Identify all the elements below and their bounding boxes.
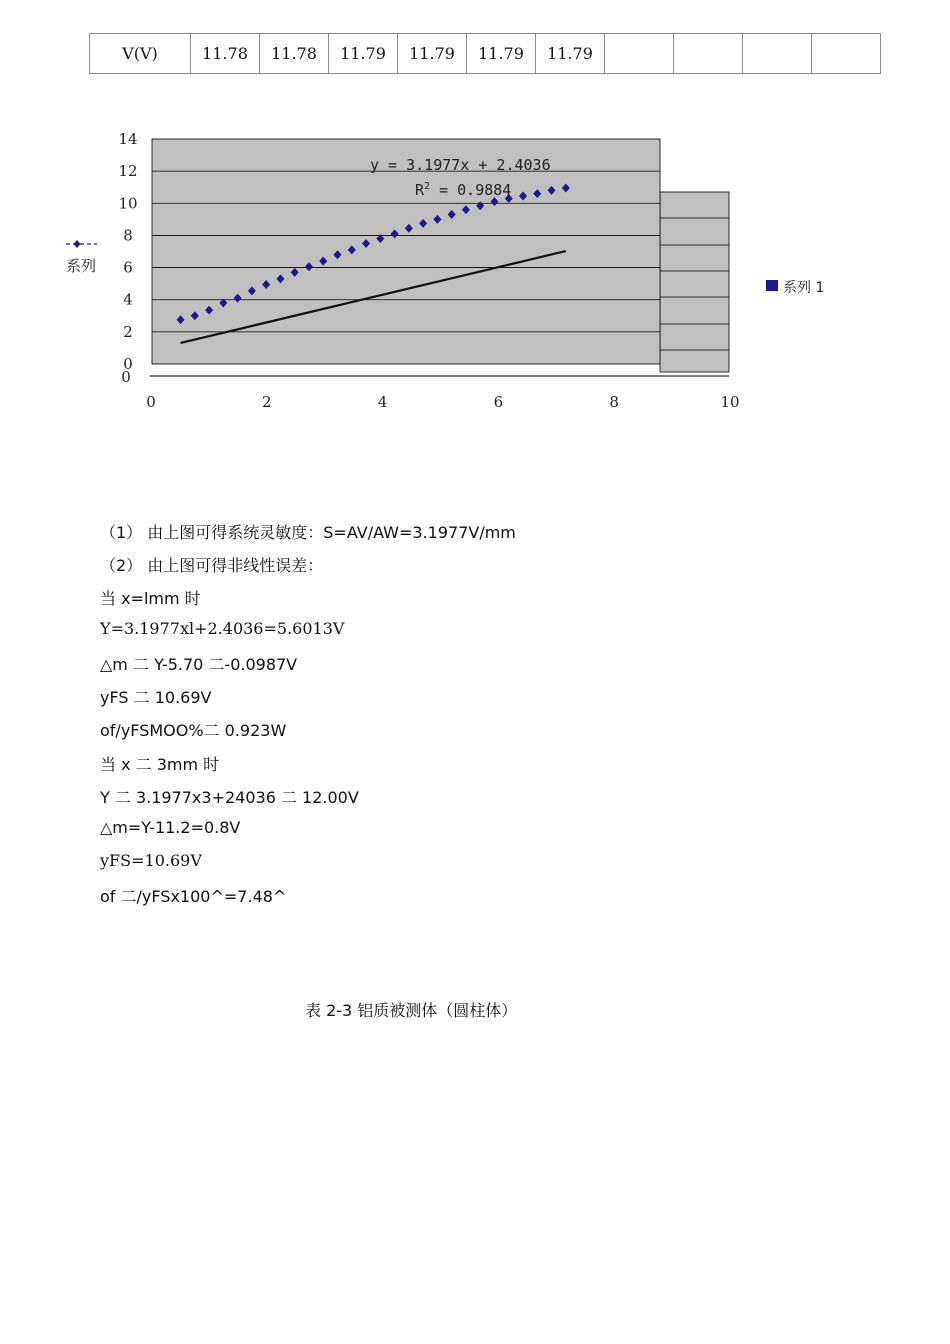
diamond-marker-icon: [74, 240, 81, 248]
voltage-table: [89, 33, 881, 74]
chart-secondary-panel: [660, 192, 729, 372]
y-tick-label: 14: [118, 130, 138, 148]
y-tick-label: 10: [118, 194, 138, 213]
x-tick-label: 2: [262, 393, 272, 411]
table-cell: [743, 34, 812, 74]
y-tick-label: 2: [123, 322, 133, 341]
table-cell: 11.79: [329, 34, 398, 74]
table-cell: [812, 34, 881, 74]
text-line: 当 x=lmm 时: [100, 589, 201, 608]
r-squared-value: = 0.9884: [430, 181, 512, 199]
right-legend: [766, 280, 824, 296]
table-cell: [605, 34, 674, 74]
text-line: Y=3.1977xl+2.4036=5.6013V: [100, 619, 345, 638]
x-tick-label: 10: [720, 393, 740, 411]
text-line: yFS 二 10.69V: [100, 688, 212, 707]
table-cell: 11.79: [467, 34, 536, 74]
table-row-label: V(V): [90, 34, 191, 74]
trendline-equation: y = 3.1977x + 2.4036: [370, 156, 551, 174]
text-line: △m=Y-11.2=0.8V: [100, 818, 241, 837]
legend-square-icon: [766, 280, 778, 291]
text-line: 当 x 二 3mm 时: [100, 755, 220, 774]
x-tick-label: 6: [493, 393, 504, 411]
table-cell: [674, 34, 743, 74]
text-line: △m 二 Y-5.70 二-0.0987V: [100, 655, 298, 674]
text-line: yFS=10.69V: [100, 851, 202, 870]
r-squared-superscript: 2: [424, 181, 431, 192]
scatter-chart: [0, 120, 950, 430]
table-row: [90, 34, 881, 74]
right-legend-label: 系列 1: [783, 280, 825, 296]
text-line: of 二/yFSx100^=7.48^: [100, 887, 287, 906]
r-squared-symbol: R: [415, 181, 425, 199]
y-tick-labels: [118, 130, 137, 373]
y-tick-label: 4: [123, 290, 133, 309]
x-tick-label: 0: [146, 393, 156, 411]
table-cell: 11.79: [398, 34, 467, 74]
r-squared-label: [415, 181, 511, 199]
table-caption: 表 2-3 铝质被测体（圆柱体）: [305, 1001, 518, 1020]
x-tick-labels: [146, 393, 739, 411]
table-cell: 11.78: [191, 34, 260, 74]
left-legend-label: 系列: [66, 257, 97, 275]
y-tick-label: 12: [118, 162, 138, 181]
table-cell: 11.79: [536, 34, 605, 74]
y-tick-label: 0: [123, 355, 133, 373]
text-line: Y 二 3.1977x3+24036 二 12.00V: [100, 788, 359, 807]
table-cell: 11.78: [260, 34, 329, 74]
y-tick-label: 0: [121, 368, 131, 386]
left-legend: [66, 240, 97, 275]
y-tick-label: 8: [123, 226, 133, 245]
text-line: （1） 由上图可得系统灵敏度：S=AV/AW=3.1977V/mm: [100, 523, 516, 542]
x-tick-label: 4: [377, 393, 388, 411]
y-tick-label: 6: [123, 258, 133, 277]
text-line: of/yFSMOO%二 0.923W: [100, 721, 287, 740]
x-tick-label: 8: [609, 393, 619, 411]
text-line: （2） 由上图可得非线性误差：: [100, 556, 324, 575]
